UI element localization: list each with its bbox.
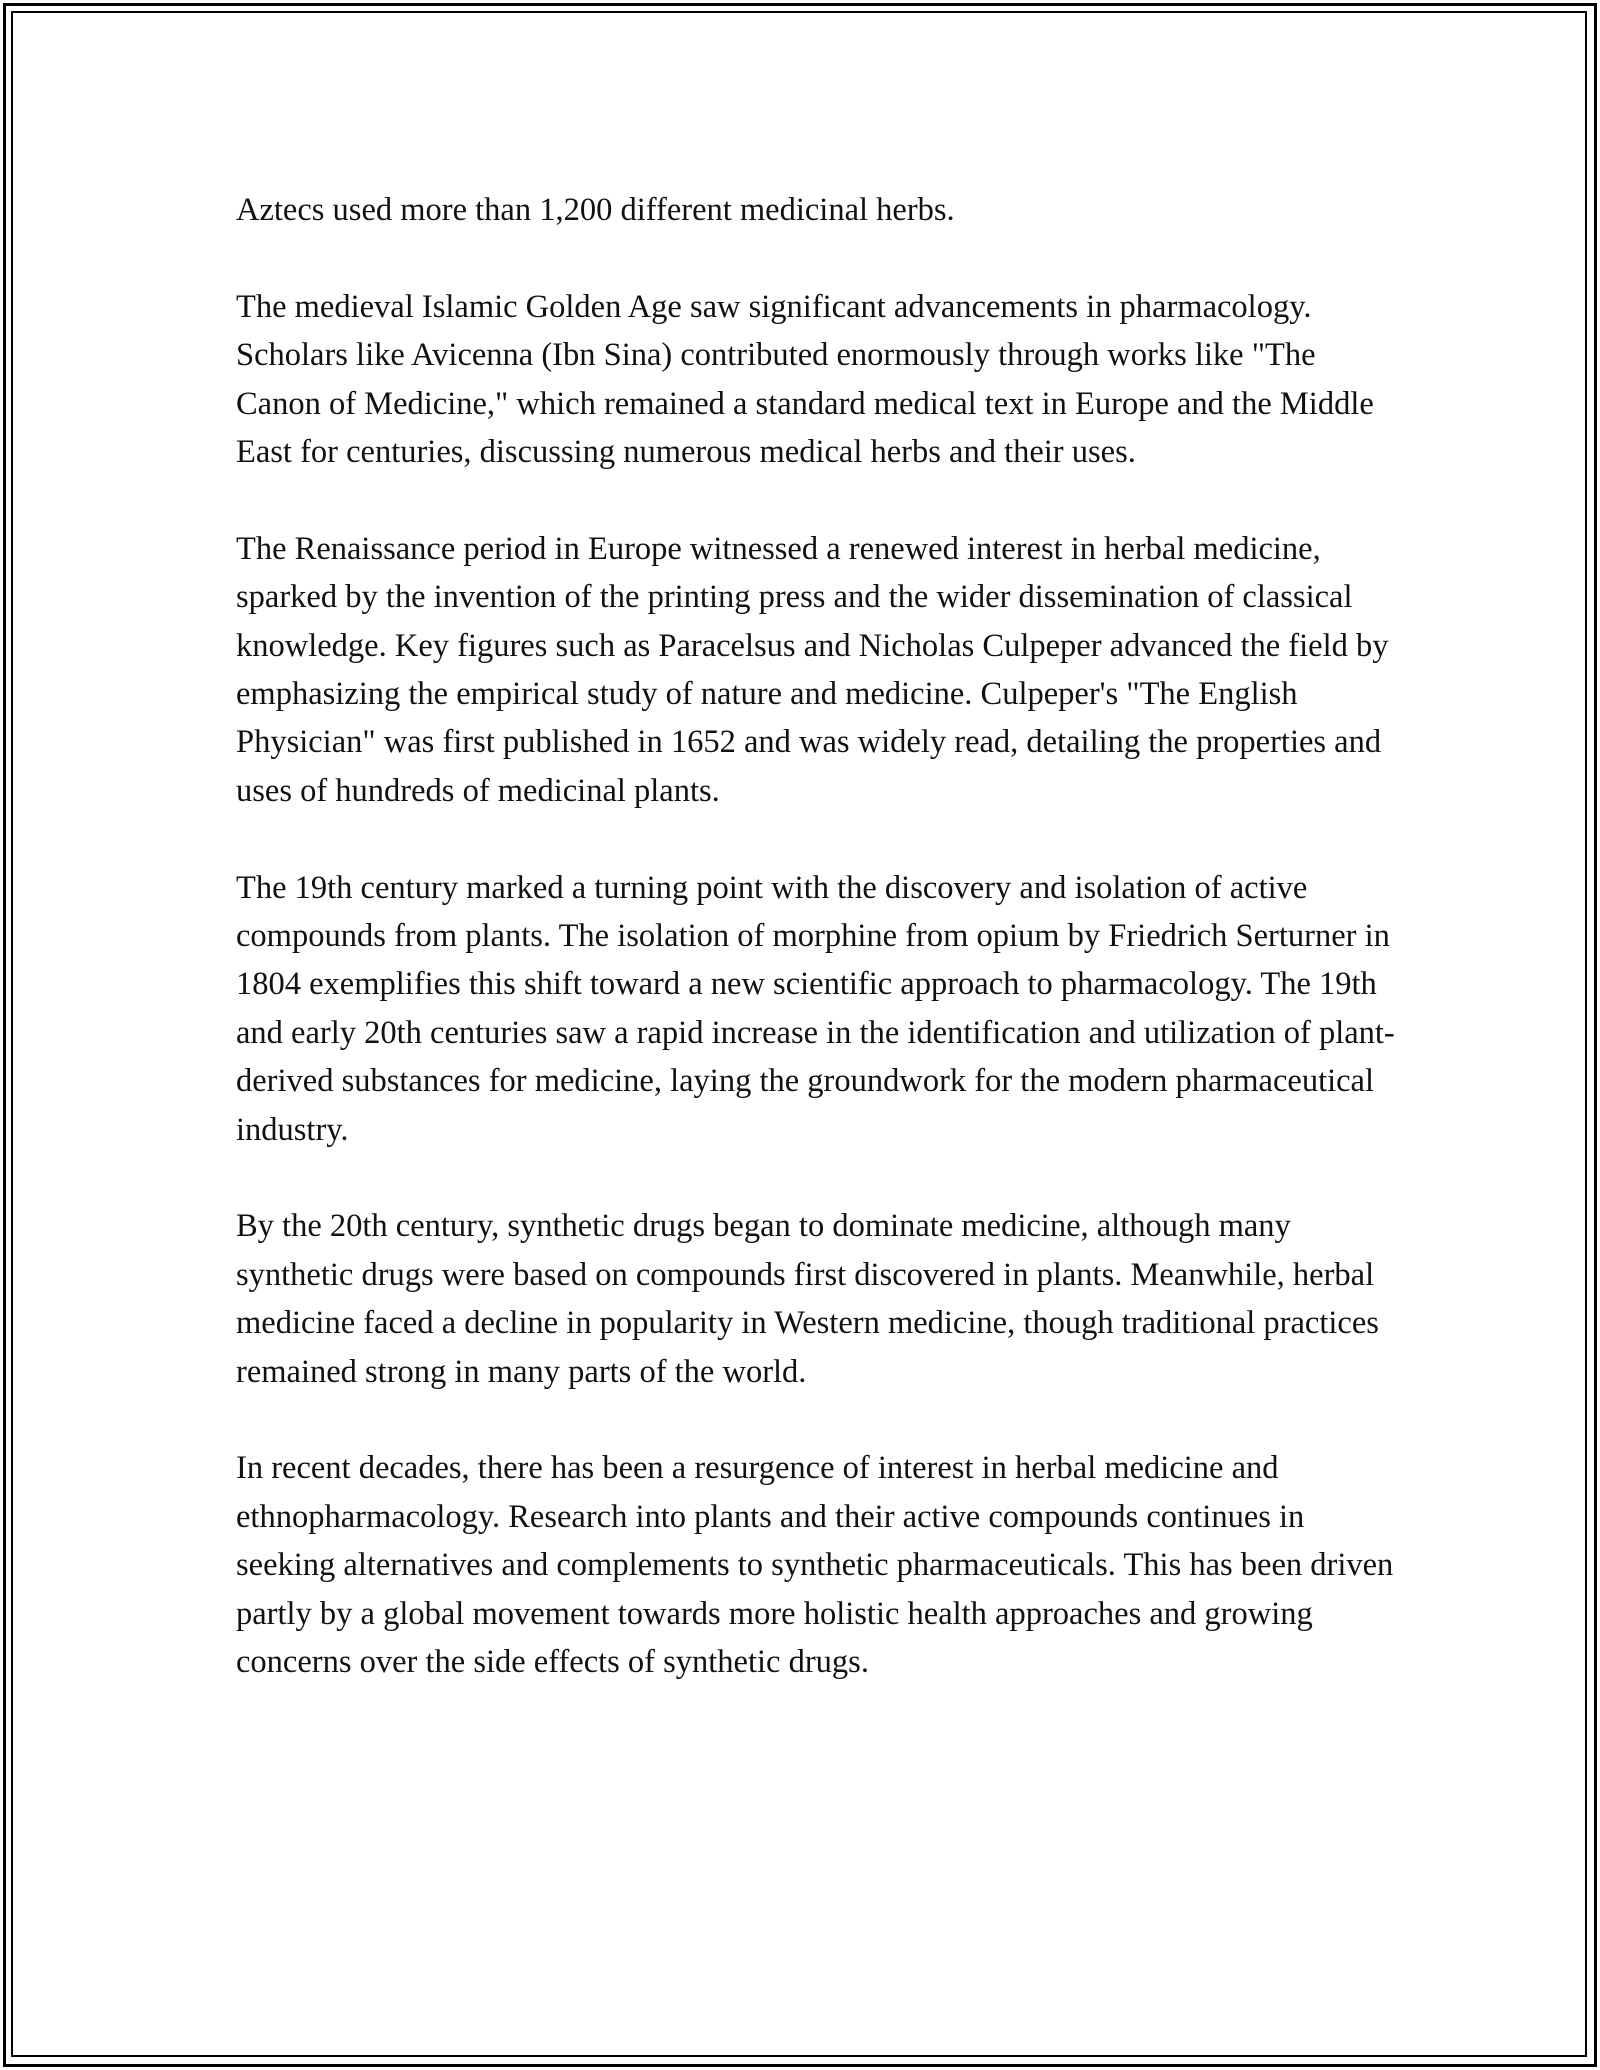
- document-body: [236, 186, 1396, 1735]
- paragraph-aztecs: Aztecs used more than 1,200 different medicinal herbs.: [236, 192, 955, 228]
- paragraph-19th-century: The 19th century marked a turning point with the discovery and isolation of active compounds from plants. The isolation of morphine from opium by Friedrich Serturner in 1804 exemplifies this shift toward a new scientific approach to pharmacology. The 19th and early 20th centuries saw a rapid increase in the identification and utilization of plant-derived substances for medicine, laying the groundwork for the modern pharmaceutical industry.: [236, 869, 1395, 1148]
- paragraph-recent-decades: In recent decades, there has been a resurgence of interest in herbal medicine and ethnopharmacology. Research into plants and their active compounds continues in seeking alternatives and complements to synthetic pharmaceuticals. This has been driven partly by a global movement towards more holistic health approaches and growing concerns over the side effects of synthetic drugs.: [236, 1450, 1394, 1681]
- paragraph-20th-century: By the 20th century, synthetic drugs began to dominate medicine, although many synthetic drugs were based on compounds first discovered in plants. Meanwhile, herbal medicine faced a decline in popularity in Western medicine, though traditional practices remained strong in many parts of the world.: [236, 1208, 1379, 1390]
- paragraph-renaissance: The Renaissance period in Europe witnessed a renewed interest in herbal medicine, sparked by the invention of the printing press and the wider dissemination of classical knowledge. Key figures such as Paracelsus and Nicholas Culpeper advanced the field by emphasizing the empirical study of nature and medicine. Culpeper's "The English Physician" was first published in 1652 and was widely read, detailing the properties and uses of hundreds of medicinal plants.: [236, 530, 1389, 809]
- paragraph-islamic-golden-age: The medieval Islamic Golden Age saw significant advancements in pharmacology. Scholars like Avicenna (Ibn Sina) contributed enormously through works like "The Canon of Medicine," which remained a standard medical text in Europe and the Middle East for centuries, discussing numerous medical herbs and their uses.: [236, 288, 1374, 471]
